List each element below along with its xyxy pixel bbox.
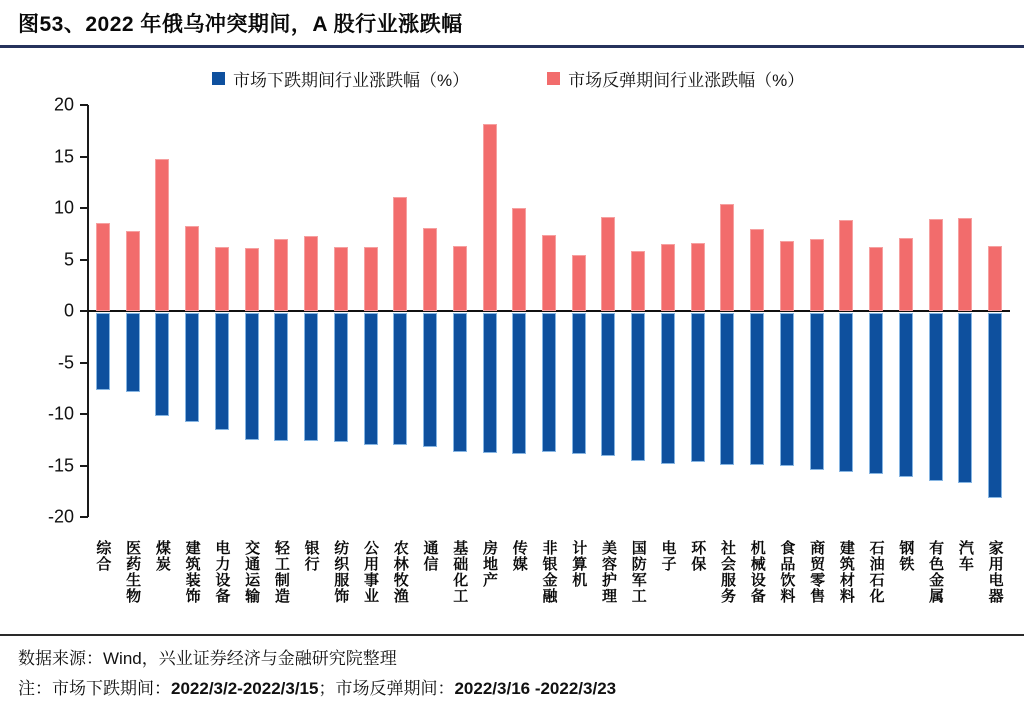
bar-market-rebound bbox=[691, 243, 705, 311]
footer-divider bbox=[0, 634, 1024, 636]
footnote bbox=[18, 674, 616, 699]
bar-market-rebound bbox=[601, 217, 615, 311]
y-axis-tick-label: 0 bbox=[63, 300, 74, 321]
bar-market-decline bbox=[720, 313, 734, 465]
y-axis-tick bbox=[80, 310, 88, 312]
y-axis-tick-label: -20 bbox=[47, 506, 74, 527]
bar-market-decline bbox=[274, 313, 288, 441]
bar-market-rebound bbox=[839, 220, 853, 311]
x-axis-label: 银行 bbox=[302, 540, 320, 572]
bar-chart bbox=[47, 94, 1010, 527]
bar-market-decline bbox=[542, 313, 556, 452]
bar-market-rebound bbox=[720, 204, 734, 311]
legend-label: 市场下跌期间行业涨跌幅（%） bbox=[233, 71, 470, 90]
bar-market-decline bbox=[958, 313, 972, 483]
bar-market-decline bbox=[869, 313, 883, 474]
bar-market-rebound bbox=[929, 219, 943, 311]
y-axis-tick bbox=[80, 104, 88, 106]
x-axis-label: 商贸零售 bbox=[808, 540, 826, 604]
bar-market-rebound bbox=[96, 223, 110, 311]
y-axis-tick-label: 15 bbox=[53, 146, 74, 166]
bar-market-decline bbox=[780, 313, 794, 466]
bar-market-rebound bbox=[155, 159, 169, 311]
bar-market-decline bbox=[126, 313, 140, 392]
bar-market-rebound bbox=[274, 239, 288, 311]
x-axis-labels bbox=[88, 540, 1010, 636]
legend-swatch-icon bbox=[212, 72, 225, 85]
bar-market-rebound bbox=[304, 236, 318, 311]
x-axis-label: 计算机 bbox=[570, 540, 588, 588]
y-axis-tick-label: -10 bbox=[47, 403, 74, 424]
x-axis-label: 食品饮料 bbox=[778, 540, 796, 604]
bar-market-decline bbox=[96, 313, 110, 390]
bar-market-rebound bbox=[661, 244, 675, 311]
bar-market-decline bbox=[245, 313, 259, 440]
bar-market-rebound bbox=[126, 231, 140, 311]
bar-market-decline bbox=[572, 313, 586, 454]
bar-market-rebound bbox=[245, 248, 259, 311]
x-axis-label: 公用事业 bbox=[362, 540, 380, 604]
legend-item-decline bbox=[212, 66, 469, 91]
bar-market-rebound bbox=[780, 241, 794, 311]
bar-market-decline bbox=[691, 313, 705, 462]
y-axis-tick bbox=[80, 465, 88, 467]
y-axis-tick bbox=[80, 413, 88, 415]
bar-market-rebound bbox=[958, 218, 972, 311]
bar-market-decline bbox=[899, 313, 913, 477]
bar-market-rebound bbox=[334, 247, 348, 311]
title-divider bbox=[0, 45, 1024, 48]
x-axis-label: 有色金属 bbox=[927, 540, 945, 604]
y-axis-tick bbox=[80, 156, 88, 158]
bar-market-rebound bbox=[185, 226, 199, 311]
bar-market-rebound bbox=[483, 124, 497, 311]
bar-market-rebound bbox=[899, 238, 913, 311]
bar-market-rebound bbox=[631, 251, 645, 311]
bar-market-rebound bbox=[512, 208, 526, 311]
bar-market-decline bbox=[512, 313, 526, 454]
note-mid: ；市场反弹期间： bbox=[318, 679, 455, 698]
source-text: Wind，兴业证券经济与金融研究院整理 bbox=[103, 649, 397, 668]
bar-market-decline bbox=[839, 313, 853, 472]
legend-item-rebound bbox=[547, 66, 804, 91]
bar-market-decline bbox=[601, 313, 615, 456]
bar-market-rebound bbox=[215, 247, 229, 311]
bar-market-rebound bbox=[810, 239, 824, 311]
bar-market-rebound bbox=[453, 246, 467, 311]
bar-market-decline bbox=[453, 313, 467, 452]
y-axis-tick bbox=[80, 362, 88, 364]
bar-market-rebound bbox=[393, 197, 407, 311]
bar-market-decline bbox=[364, 313, 378, 445]
bar-market-rebound bbox=[572, 255, 586, 311]
bar-market-decline bbox=[393, 313, 407, 445]
x-axis-label: 非银金融 bbox=[540, 540, 558, 604]
x-axis-label: 社会服务 bbox=[718, 540, 736, 604]
bar-market-decline bbox=[423, 313, 437, 447]
x-axis-label: 基础化工 bbox=[451, 540, 469, 604]
y-axis-tick bbox=[80, 259, 88, 261]
x-axis-label: 美容护理 bbox=[599, 540, 617, 604]
bar-market-decline bbox=[631, 313, 645, 461]
bar-market-decline bbox=[185, 313, 199, 422]
x-axis-label: 电力设备 bbox=[213, 540, 231, 604]
x-axis-label: 交通运输 bbox=[243, 540, 261, 604]
y-axis-tick bbox=[80, 516, 88, 518]
y-axis-tick-label: 10 bbox=[53, 197, 74, 218]
legend-swatch-icon bbox=[547, 72, 560, 85]
x-axis-label: 煤炭 bbox=[153, 540, 171, 572]
legend-label: 市场反弹期间行业涨跌幅（%） bbox=[568, 71, 805, 90]
x-axis-label: 农林牧渔 bbox=[391, 540, 409, 604]
decline-period: 2022/3/2-2022/3/15 bbox=[171, 679, 319, 698]
x-axis-label: 轻工制造 bbox=[272, 540, 290, 604]
y-axis-tick-label: 5 bbox=[63, 249, 74, 269]
x-axis-label: 家用电器 bbox=[986, 540, 1004, 604]
bar-market-decline bbox=[988, 313, 1002, 498]
x-axis-label: 汽车 bbox=[956, 540, 974, 572]
x-axis-label: 石油石化 bbox=[867, 540, 885, 604]
bar-market-rebound bbox=[988, 246, 1002, 311]
chart-legend bbox=[212, 66, 804, 91]
x-axis-label: 房地产 bbox=[481, 540, 499, 588]
x-axis-label: 综合 bbox=[94, 540, 112, 572]
data-source bbox=[18, 644, 397, 669]
bar-market-decline bbox=[483, 313, 497, 453]
x-axis-label: 建筑材料 bbox=[837, 540, 855, 604]
bar-market-rebound bbox=[542, 235, 556, 311]
x-axis-label: 机械设备 bbox=[748, 540, 766, 604]
bar-market-rebound bbox=[869, 247, 883, 311]
x-axis-label: 通信 bbox=[421, 540, 439, 572]
bar-market-decline bbox=[215, 313, 229, 430]
x-axis-label: 传媒 bbox=[510, 540, 528, 572]
bar-market-decline bbox=[929, 313, 943, 481]
x-axis-label: 环保 bbox=[689, 540, 707, 572]
bar-market-decline bbox=[661, 313, 675, 464]
bar-market-decline bbox=[304, 313, 318, 441]
y-axis-tick-label: -5 bbox=[57, 352, 74, 372]
bar-market-rebound bbox=[423, 228, 437, 311]
bar-market-decline bbox=[810, 313, 824, 470]
y-axis-tick bbox=[80, 207, 88, 209]
rebound-period: 2022/3/16 -2022/3/23 bbox=[454, 679, 617, 698]
x-axis-label: 国防军工 bbox=[629, 540, 647, 604]
bar-market-decline bbox=[750, 313, 764, 465]
y-axis-tick-label: -15 bbox=[47, 455, 74, 475]
x-axis-label: 医药生物 bbox=[124, 540, 142, 604]
x-axis-label: 电子 bbox=[659, 540, 677, 572]
x-axis-label: 纺织服饰 bbox=[332, 540, 350, 604]
note-prefix: 注：市场下跌期间： bbox=[18, 679, 171, 698]
y-axis-tick-label: 20 bbox=[53, 94, 74, 115]
x-axis-label: 钢铁 bbox=[897, 540, 915, 572]
x-axis-label: 建筑装饰 bbox=[183, 540, 201, 604]
figure-title: 图53、2022 年俄乌冲突期间，A 股行业涨跌幅 bbox=[18, 13, 463, 36]
source-label: 数据来源： bbox=[18, 649, 103, 668]
bar-market-decline bbox=[334, 313, 348, 442]
bar-market-rebound bbox=[750, 229, 764, 311]
bar-market-rebound bbox=[364, 247, 378, 311]
bar-market-decline bbox=[155, 313, 169, 416]
